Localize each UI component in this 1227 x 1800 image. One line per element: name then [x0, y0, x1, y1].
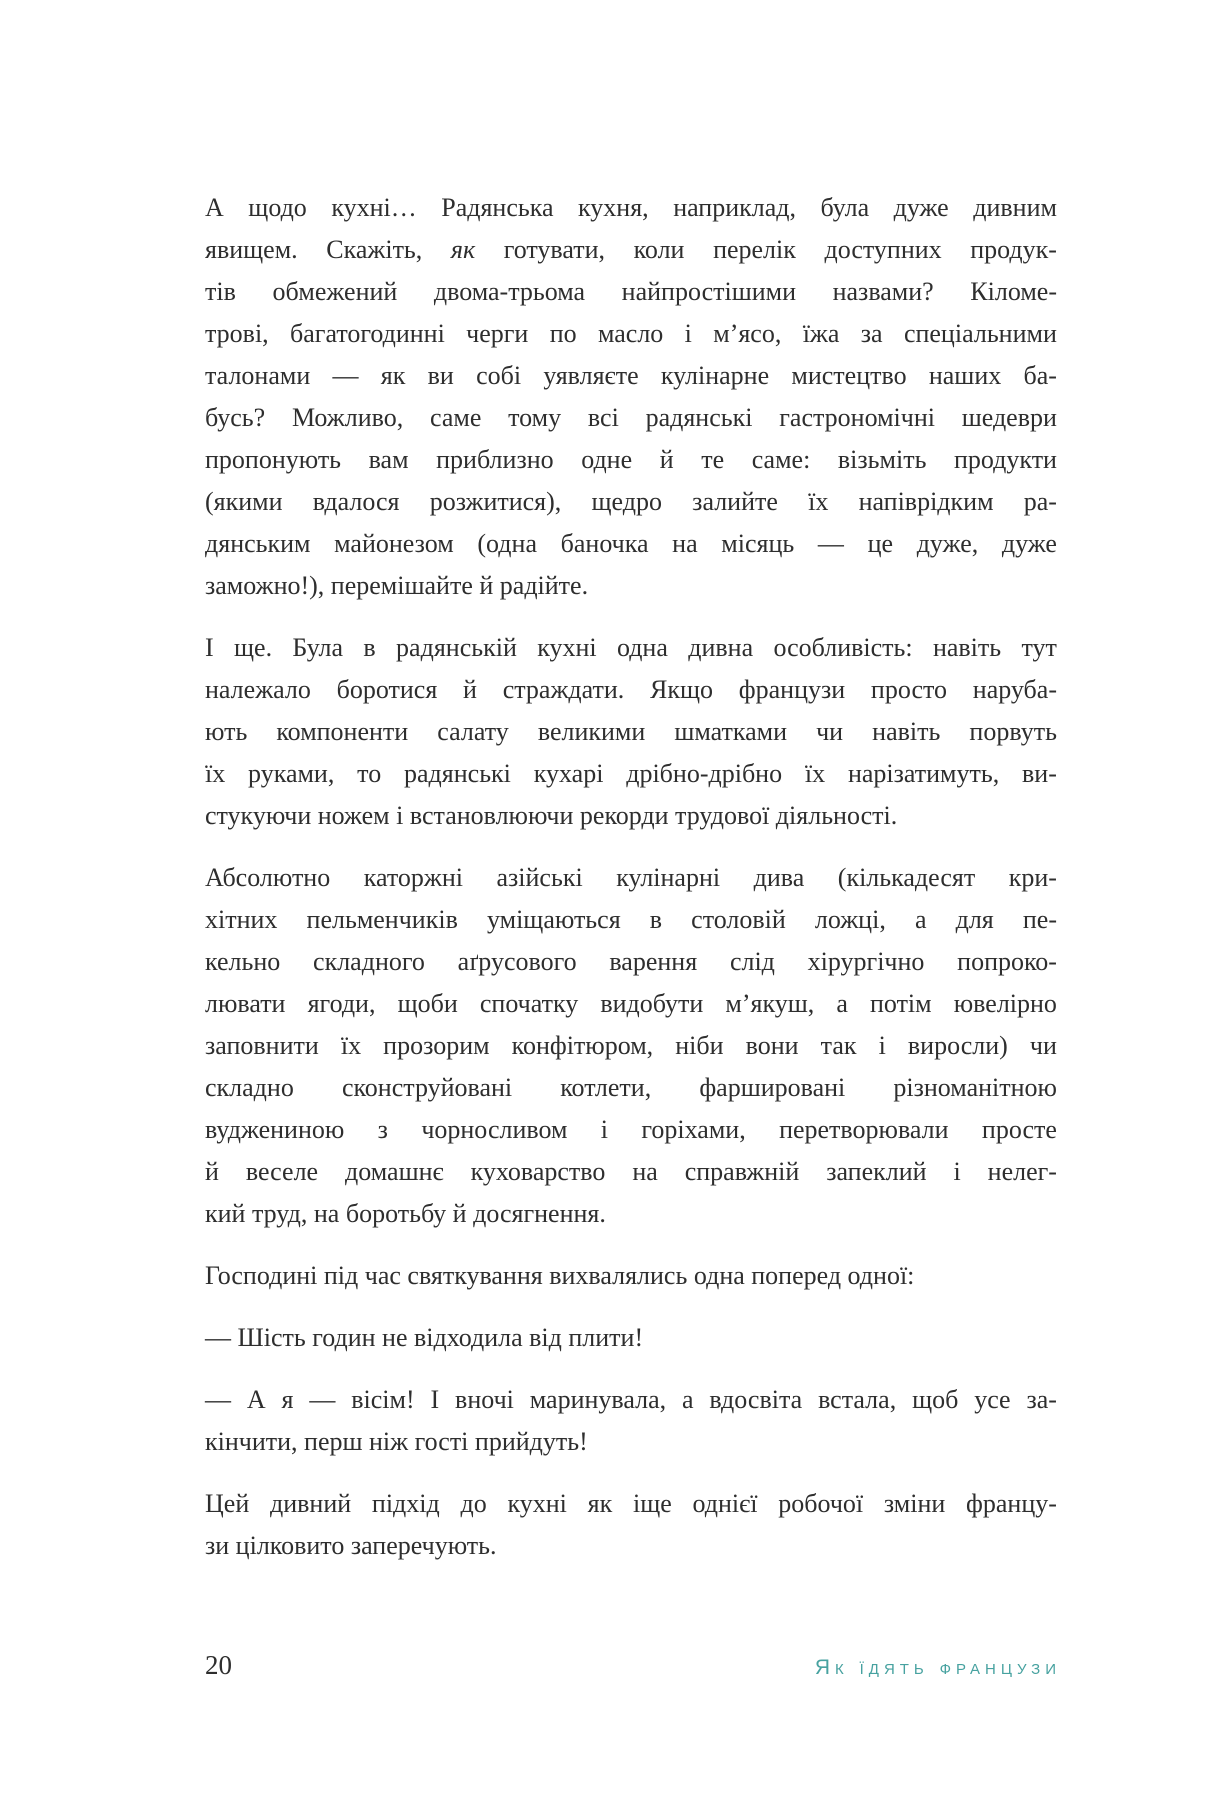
paragraph — [205, 187, 1057, 607]
text-line: А щодо кухні… Радянська кухня, наприклад, була дуже дивним — [205, 193, 1057, 222]
paragraph — [205, 857, 1057, 1235]
text-line: Цей дивний підхід до кухні як іще однієї робочої зміни францу- — [205, 1489, 1057, 1518]
text-line: вуджениною з чорносливом і горіхами, перетворювали просте — [205, 1115, 1057, 1144]
text-line: явищем. Скажіть, як готувати, коли перелік доступних продук- — [205, 235, 1057, 264]
text-line: хітних пельменчиків уміщаються в столовій ложці, а для пе- — [205, 905, 1057, 934]
text-line: заможно!), перемішайте й радійте. — [205, 571, 589, 600]
text-line: складно сконструйовані котлети, фаршировані різноманітною — [205, 1073, 1057, 1102]
text-line: зи цілковито заперечують. — [205, 1531, 497, 1560]
text-line: кінчити, перш ніж гості прийдуть! — [205, 1427, 588, 1456]
paragraph — [205, 1379, 1057, 1463]
text-line: стукуючи ножем і встановлюючи рекорди трудової діяльності. — [205, 801, 898, 830]
text-line: трові, багатогодинні черги по масло і м’ясо, їжа за спеціальними — [205, 319, 1057, 348]
text-line: дянським майонезом (одна баночка на місяць — це дуже, дуже — [205, 529, 1057, 558]
paragraph — [205, 1483, 1057, 1567]
text-line: талонами — як ви собі уявляєте кулінарне мистецтво наших ба- — [205, 361, 1057, 390]
text-line: кий труд, на боротьбу й досягнення. — [205, 1199, 606, 1228]
text-line: Абсолютно каторжні азійські кулінарні дива (кількадесят кри- — [205, 863, 1057, 892]
text-line: їх руками, то радянські кухарі дрібно-дрібно їх нарізатимуть, ви- — [205, 759, 1057, 788]
text-line: кельно складного аґрусового варення слід хірургічно попроко- — [205, 947, 1057, 976]
page-number: 20 — [205, 1650, 232, 1680]
text-line: заповнити їх прозорим конфітюром, ніби вони так і виросли) чи — [205, 1031, 1057, 1060]
text-line: — А я — вісім! І вночі маринувала, а вдосвіта встала, щоб усе за- — [205, 1385, 1057, 1414]
text-line: бусь? Можливо, саме тому всі радянські гастрономічні шедеври — [205, 403, 1057, 432]
running-title: Як їдять французи — [814, 1656, 1061, 1679]
text-line: лювати ягоди, щоби спочатку видобути м’якуш, а потім ювелірно — [205, 989, 1057, 1018]
text-line: — Шість годин не відходила від плити! — [205, 1323, 644, 1352]
text-line: пропонують вам приблизно одне й те саме: візьміть продукти — [205, 445, 1057, 474]
paragraph — [205, 1255, 1057, 1297]
text-line: тів обмежений двома-трьома найпростішими назвами? Кіломе- — [205, 277, 1057, 306]
text-line: ють компоненти салату великими шматками чи навіть порвуть — [205, 717, 1057, 746]
text-line: Господині під час святкування вихвалялись одна поперед одної: — [205, 1261, 915, 1290]
paragraph — [205, 1317, 1057, 1359]
text-line: (якими вдалося розжитися), щедро залийте їх напіврідким ра- — [205, 487, 1057, 516]
text-line: й веселе домашнє куховарство на справжній запеклий і нелег- — [205, 1157, 1057, 1186]
text-line: І ще. Була в радянській кухні одна дивна особливість: навіть тут — [205, 633, 1057, 662]
page-footer — [205, 1650, 1061, 1681]
paragraph — [205, 627, 1057, 837]
text-line: належало боротися й страждати. Якщо французи просто наруба- — [205, 675, 1057, 704]
body-text — [205, 187, 1057, 1587]
